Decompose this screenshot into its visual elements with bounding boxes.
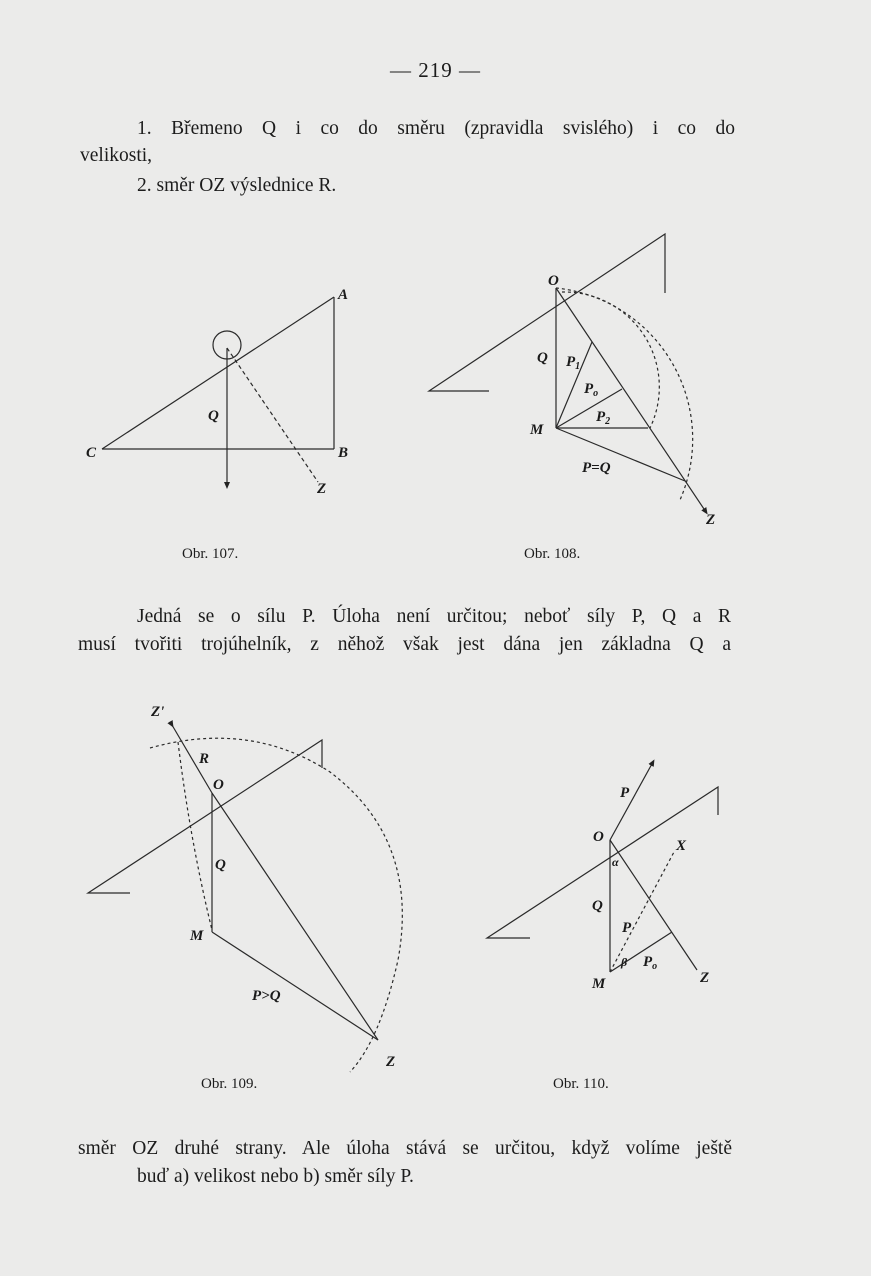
fig107-label-Q: Q <box>208 408 219 424</box>
page-number: — 219 — <box>390 58 481 82</box>
fig110-label-Q: Q <box>592 898 603 914</box>
figure-107 <box>102 297 334 486</box>
fig110-label-M: M <box>592 976 606 992</box>
fig109-label-Zprime: Z' <box>151 704 165 720</box>
middle-paragraph-line1: Jedná se o sílu P. Úloha není určitou; neboť síly P, Q a R <box>137 606 731 627</box>
fig108-label-P0: $P_o$ <box>584 381 599 399</box>
fig108-label-Z: Z <box>706 512 716 528</box>
figure-110 <box>487 762 718 972</box>
fig107-label-Z: Z <box>317 481 327 497</box>
fig110-label-X: X <box>676 838 687 854</box>
fig109-label-M: M <box>190 928 204 944</box>
fig109-P-line <box>212 932 378 1040</box>
fig109-label-Q: Q <box>215 857 226 873</box>
fig107-resultant-dashed <box>227 348 318 482</box>
fig108-label-M: M <box>530 422 544 438</box>
fig108-label-P1: $P_1$ <box>566 354 581 372</box>
fig109-label-PgtQ: P>Q <box>252 988 281 1004</box>
fig110-incline <box>487 787 718 938</box>
fig109-dashed-guide <box>178 742 212 930</box>
fig110-P-arrow <box>610 762 653 840</box>
fig107-incline <box>102 297 334 449</box>
fig109-arc <box>150 738 402 1072</box>
caption-fig110: Obr. 110. <box>553 1076 609 1092</box>
intro-item2: 2. směr OZ výslednice R. <box>137 175 337 196</box>
fig108-label-Q: Q <box>537 350 548 366</box>
figure-109 <box>88 725 402 1072</box>
caption-fig109: Obr. 109. <box>201 1076 258 1092</box>
fig110-label-Po: $P_o$ <box>643 954 658 972</box>
caption-fig107: Obr. 107. <box>182 546 239 562</box>
fig109-label-O: O <box>213 777 224 793</box>
figure-108 <box>429 234 706 512</box>
fig110-label-O: O <box>593 829 604 845</box>
intro-item1-line1: 1. Břemeno Q i co do směru (zpravidla svislého) i co do <box>137 118 735 139</box>
fig110-OX-dashed <box>610 852 674 972</box>
caption-fig108: Obr. 108. <box>524 546 581 562</box>
fig110-OZ-line <box>610 840 697 970</box>
fig109-OZ-line <box>212 793 378 1040</box>
intro-item1-line2: velikosti, <box>80 145 153 166</box>
fig109-labels <box>150 704 395 1070</box>
fig108-labels <box>529 273 715 528</box>
fig109-label-Z: Z <box>386 1054 396 1070</box>
fig108-OZ-line <box>556 288 706 512</box>
fig108-incline <box>429 234 665 391</box>
fig110-label-P-mid: P <box>622 920 632 936</box>
middle-paragraph-line2: musí tvořiti trojúhelník, z něhož však jest dána jen základna Q a <box>78 634 731 655</box>
fig107-labels <box>86 287 348 497</box>
fig107-label-A: A <box>338 287 349 303</box>
fig108-label-P2: $P_2$ <box>596 409 611 427</box>
fig110-label-Z: Z <box>700 970 710 986</box>
fig108-label-PQ: P=Q <box>582 460 611 476</box>
closing-paragraph-line2: buď a) velikost nebo b) směr síly P. <box>137 1166 414 1187</box>
fig110-label-P-top: P <box>620 785 630 801</box>
closing-paragraph-line1: směr OZ druhé strany. Ale úloha stává se určitou, když volíme ještě <box>78 1138 732 1159</box>
fig107-label-C: C <box>86 445 97 461</box>
fig110-label-beta: β <box>621 955 628 969</box>
fig108-label-O: O <box>548 273 559 289</box>
fig107-label-B: B <box>338 445 349 461</box>
fig108-arc-large <box>556 288 693 500</box>
fig108-PQ-line <box>556 428 685 481</box>
fig110-P0-line <box>610 932 672 972</box>
fig108-arc-small <box>562 292 659 428</box>
fig110-label-alpha: α <box>612 855 619 869</box>
fig109-label-R: R <box>199 751 210 767</box>
